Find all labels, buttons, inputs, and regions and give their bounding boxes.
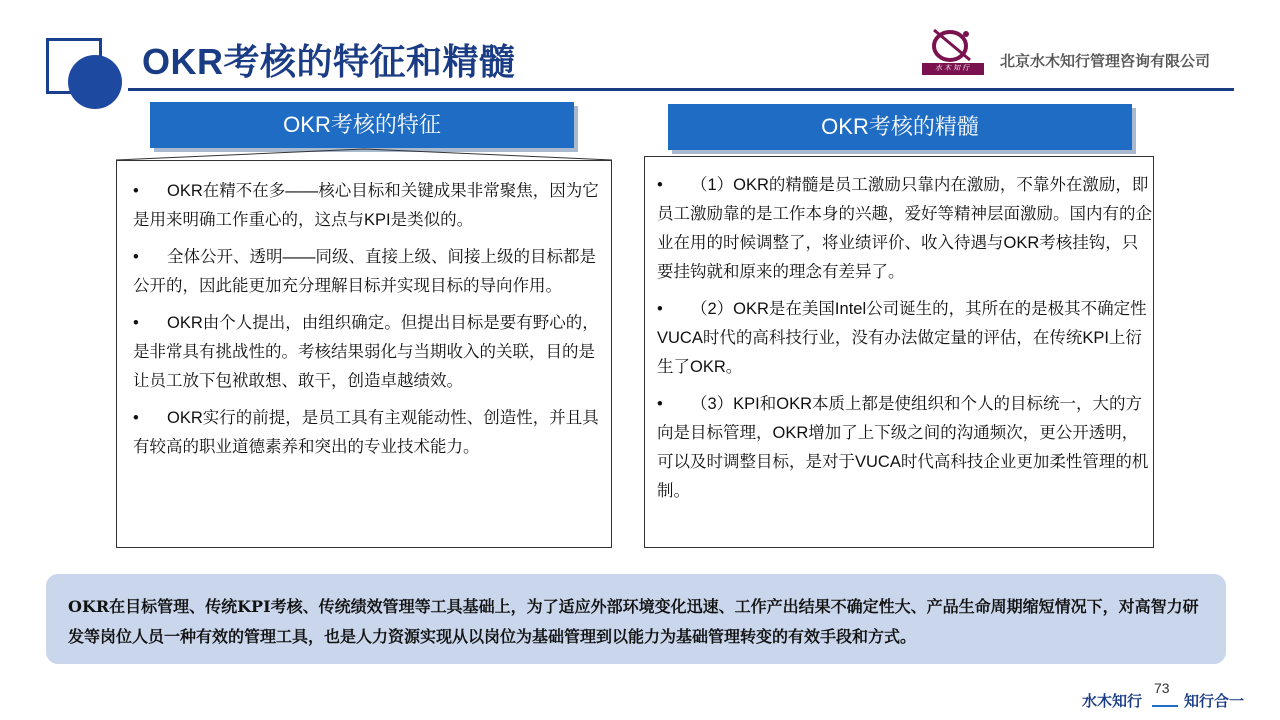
- list-item: • OKR实行的前提，是员工具有主观能动性、创造性，并且具有较高的职业道德素养和突出的专业技术能力。: [133, 409, 599, 456]
- features-box: [116, 160, 612, 548]
- company-name: 北京水木知行管理咨询有限公司: [1000, 53, 1211, 70]
- list-item: • （2）OKR是在美国Intel公司诞生的，其所在的是极其不确定性VUCA时代的高科技行业，没有办法做定量的评估，在传统KPI上衍生了OKR。: [657, 300, 1147, 376]
- logo-caption: 水木知行: [922, 63, 984, 75]
- footer-brand: 水木知行: [1082, 693, 1143, 710]
- features-list: [117, 161, 611, 462]
- list-item: • （3）KPI和OKR本质上都是使组织和个人的目标统一，大的方向是目标管理，OKR增加了上下级之间的沟通频次，更公开透明，可以及时调整目标，是对于VUCA时代高科技企业更加柔性管理的机制。: [657, 395, 1149, 500]
- essence-list: [645, 157, 1153, 506]
- footer-slogan: 知行合一: [1184, 693, 1245, 710]
- features-heading: OKR考核的特征: [150, 102, 574, 148]
- essence-heading: OKR考核的精髓: [668, 104, 1132, 150]
- page-title: OKR考核的特征和精髓: [142, 41, 516, 82]
- page-number-underline: [1152, 705, 1178, 707]
- list-item: • 全体公开、透明——同级、直接上级、间接上级的目标都是公开的，因此能更加充分理解目标并实现目标的导向作用。: [133, 248, 596, 295]
- summary-box: OKR在目标管理、传统KPI考核、传统绩效管理等工具基础上，为了适应外部环境变化迅速、工作产出结果不确定性大、产品生命周期缩短情况下，对高智力研发等岗位人员一种有效的管理工具，也是人力资源实现从以岗位为基础管理到以能力为基础管理转变的有效手段和方式。: [46, 574, 1226, 664]
- list-item: • OKR由个人提出，由组织确定。但提出目标是要有野心的，是非常具有挑战性的。考核结果弱化与当期收入的关联，目的是让员工放下包袱敢想、敢干，创造卓越绩效。: [133, 314, 599, 390]
- essence-box: [644, 156, 1154, 548]
- page-number: 73: [1154, 680, 1170, 696]
- list-item: • （1）OKR的精髓是员工激励只靠内在激励，不靠外在激励，即员工激励靠的是工作本身的兴趣，爱好等精神层面激励。国内有的企业在用的时候调整了，将业绩评价、收入待遇与OKR考核挂钩，只要挂钩就和原来的理念有差异了。: [657, 176, 1152, 281]
- list-item: • OKR在精不在多——核心目标和关键成果非常聚焦，因为它是用来明确工作重心的，这点与KPI是类似的。: [133, 182, 599, 229]
- header-divider: [128, 88, 1234, 91]
- header-deco-circle: [68, 55, 122, 109]
